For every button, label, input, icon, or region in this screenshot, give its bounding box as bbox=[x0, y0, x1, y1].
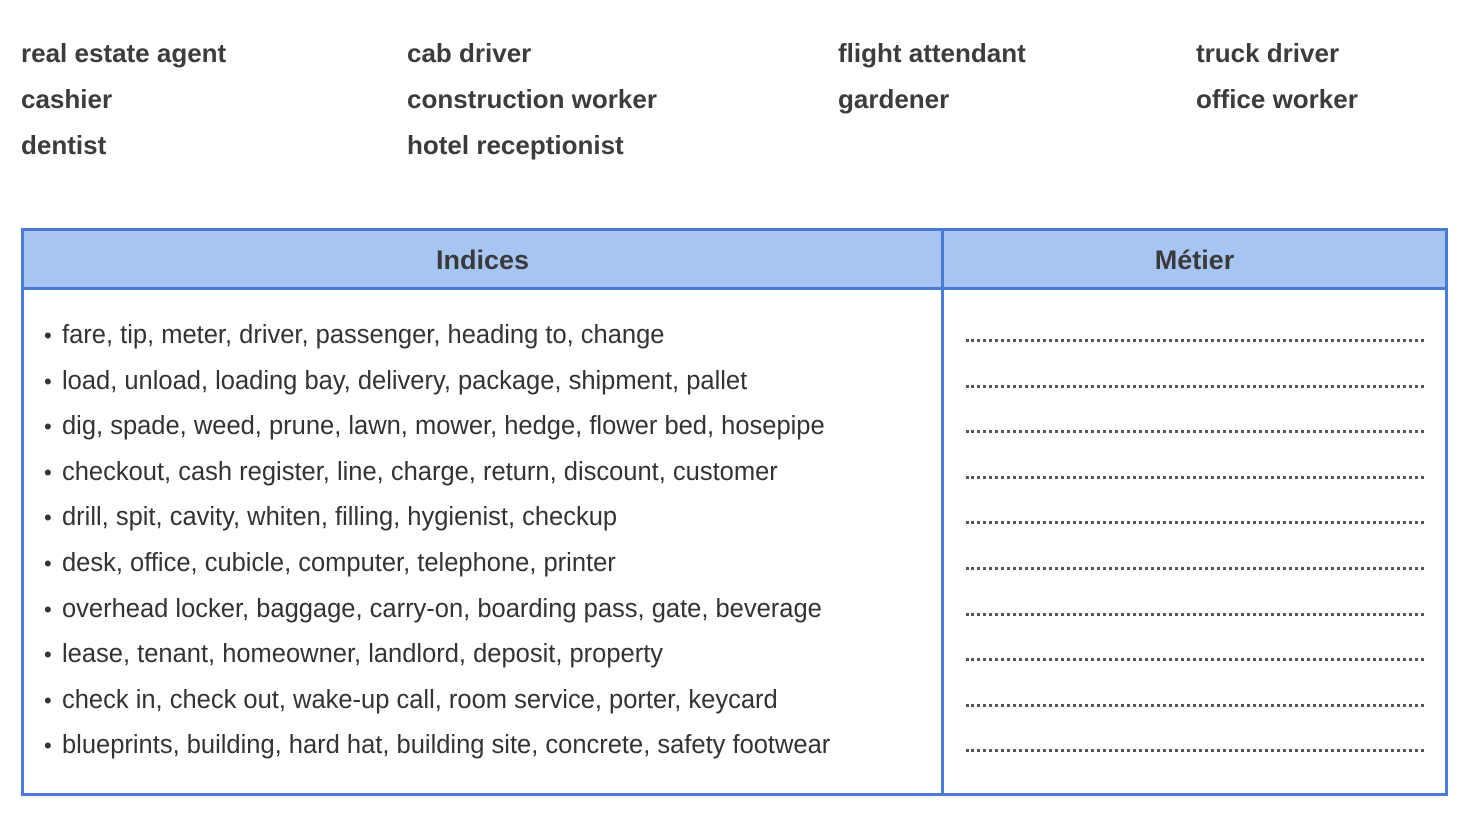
clue-text bbox=[44, 313, 664, 359]
bullet-icon: • bbox=[44, 550, 52, 576]
word-bank-item: truck driver bbox=[1196, 38, 1340, 68]
answer-blank[interactable] bbox=[966, 749, 1424, 752]
word-bank-item: office worker bbox=[1196, 84, 1358, 114]
word-bank-column-3 bbox=[838, 30, 1026, 122]
clue-text bbox=[44, 359, 747, 405]
header-indices: Indices bbox=[435, 245, 530, 275]
word-bank-item: cab driver bbox=[407, 38, 532, 68]
bullet-icon: • bbox=[44, 368, 52, 394]
answer-blank[interactable] bbox=[966, 339, 1424, 342]
table-header bbox=[24, 231, 1445, 290]
clue-text bbox=[44, 404, 825, 450]
answer-blank[interactable] bbox=[966, 430, 1424, 433]
word-bank-item: real estate agent bbox=[21, 38, 227, 68]
clue-text bbox=[44, 495, 617, 541]
word-bank-item: gardener bbox=[838, 84, 950, 114]
answer-blank[interactable] bbox=[966, 476, 1424, 479]
table-body bbox=[24, 313, 1445, 769]
word-bank-column-4 bbox=[1196, 30, 1358, 122]
word-bank-item: flight attendant bbox=[838, 38, 1026, 68]
word-bank bbox=[0, 0, 1463, 180]
clue-words: lease, tenant, homeowner, landlord, deposit, property bbox=[62, 640, 664, 669]
bullet-icon: • bbox=[44, 323, 52, 348]
clue-words: check in, check out, wake-up call, room service, porter, keycard bbox=[62, 685, 778, 714]
clue-words: drill, spit, cavity, whiten, filling, hygienist, checkup bbox=[62, 503, 618, 532]
table-row bbox=[24, 450, 1445, 496]
answer-blank[interactable] bbox=[966, 704, 1424, 707]
clue-text bbox=[44, 541, 616, 587]
table-row bbox=[24, 495, 1445, 541]
bullet-icon: • bbox=[44, 687, 52, 713]
clue-words: dig, spade, weed, prune, lawn, mower, hedge, flower bed, hosepipe bbox=[62, 412, 825, 441]
clue-words: overhead locker, baggage, carry-on, boarding pass, gate, beverage bbox=[62, 594, 822, 623]
answer-blank[interactable] bbox=[966, 613, 1424, 616]
clue-table bbox=[21, 228, 1448, 796]
table-row bbox=[24, 404, 1445, 450]
header-metier: Métier bbox=[1154, 245, 1235, 275]
table-row bbox=[24, 587, 1445, 633]
clue-text bbox=[44, 587, 822, 633]
clue-text bbox=[44, 678, 778, 724]
bullet-icon: • bbox=[44, 414, 52, 440]
clue-words: blueprints, building, hard hat, building site, concrete, safety footwear bbox=[62, 731, 831, 760]
table-row bbox=[24, 632, 1445, 678]
answer-blank[interactable] bbox=[966, 567, 1424, 570]
bullet-icon: • bbox=[44, 642, 52, 668]
answer-blank[interactable] bbox=[966, 385, 1424, 388]
clue-text bbox=[44, 450, 778, 496]
table-row bbox=[24, 541, 1445, 587]
clue-text bbox=[44, 723, 830, 769]
bullet-icon: • bbox=[44, 733, 52, 759]
table-row bbox=[24, 723, 1445, 769]
word-bank-item: construction worker bbox=[407, 84, 657, 114]
word-bank-item: hotel receptionist bbox=[407, 130, 624, 160]
word-bank-item: dentist bbox=[21, 130, 107, 160]
word-bank-item: cashier bbox=[21, 84, 113, 114]
bullet-icon: • bbox=[44, 505, 52, 531]
table-row bbox=[24, 359, 1445, 405]
clue-text bbox=[44, 632, 663, 678]
answer-blank[interactable] bbox=[966, 521, 1424, 524]
table-row bbox=[24, 313, 1445, 359]
bullet-icon: • bbox=[44, 596, 52, 622]
clue-words: fare, tip, meter, driver, passenger, heading to, change bbox=[62, 321, 665, 349]
clue-words: checkout, cash register, line, charge, return, discount, customer bbox=[62, 457, 778, 486]
table-row bbox=[24, 678, 1445, 724]
answer-blank[interactable] bbox=[966, 658, 1424, 661]
clue-words: desk, office, cubicle, computer, telephone, printer bbox=[62, 548, 616, 577]
word-bank-column-1 bbox=[21, 30, 226, 168]
bullet-icon: • bbox=[44, 459, 52, 485]
word-bank-column-2 bbox=[407, 30, 657, 168]
clue-words: load, unload, loading bay, delivery, package, shipment, pallet bbox=[62, 366, 748, 395]
